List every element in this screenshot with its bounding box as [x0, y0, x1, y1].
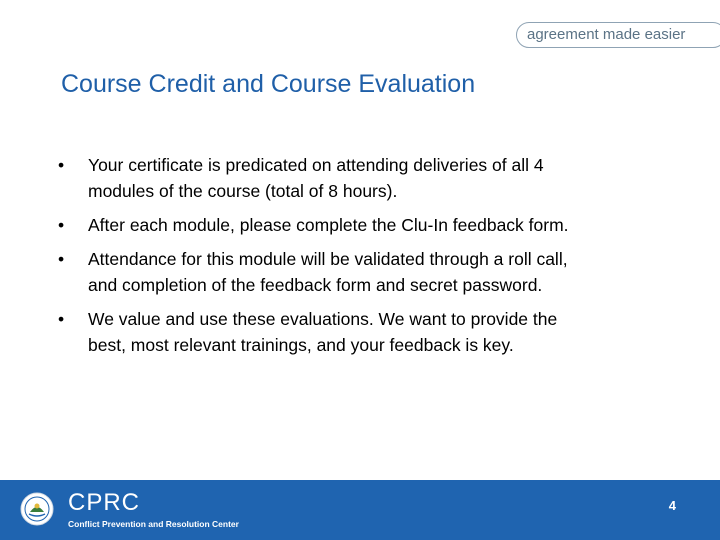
bullet-list: [58, 152, 678, 366]
bullet-line: and completion of the feedback form and secret password.: [88, 275, 543, 295]
bullet-marker: •: [58, 155, 65, 175]
bullet-line: Your certificate is predicated on attending deliveries of all 4: [88, 155, 544, 175]
bullet-item: [58, 246, 678, 298]
page-number: 4: [668, 498, 676, 513]
org-block: [68, 490, 239, 530]
bullet-item: [58, 212, 678, 238]
tagline-badge: [516, 22, 720, 48]
footer-bar: [0, 480, 720, 540]
tagline-text: agreement made easier: [527, 26, 686, 43]
bullet-item: [58, 152, 678, 204]
bullet-marker: •: [58, 249, 65, 269]
bullet-line: modules of the course (total of 8 hours).: [88, 181, 398, 201]
epa-seal-icon: [20, 492, 54, 526]
bullet-line: We value and use these evaluations. We want to provide the: [88, 309, 558, 329]
org-name: CPRC: [68, 489, 141, 516]
bullet-line: best, most relevant trainings, and your feedback is key.: [88, 335, 514, 355]
org-full-name: Conflict Prevention and Resolution Center: [68, 519, 239, 529]
bullet-line: Attendance for this module will be validated through a roll call,: [88, 249, 568, 269]
slide-title: Course Credit and Course Evaluation: [61, 70, 476, 98]
bullet-marker: •: [58, 309, 65, 329]
bullet-item: [58, 306, 678, 358]
bullet-marker: •: [58, 215, 65, 235]
bullet-line: After each module, please complete the Clu-In feedback form.: [88, 215, 569, 235]
